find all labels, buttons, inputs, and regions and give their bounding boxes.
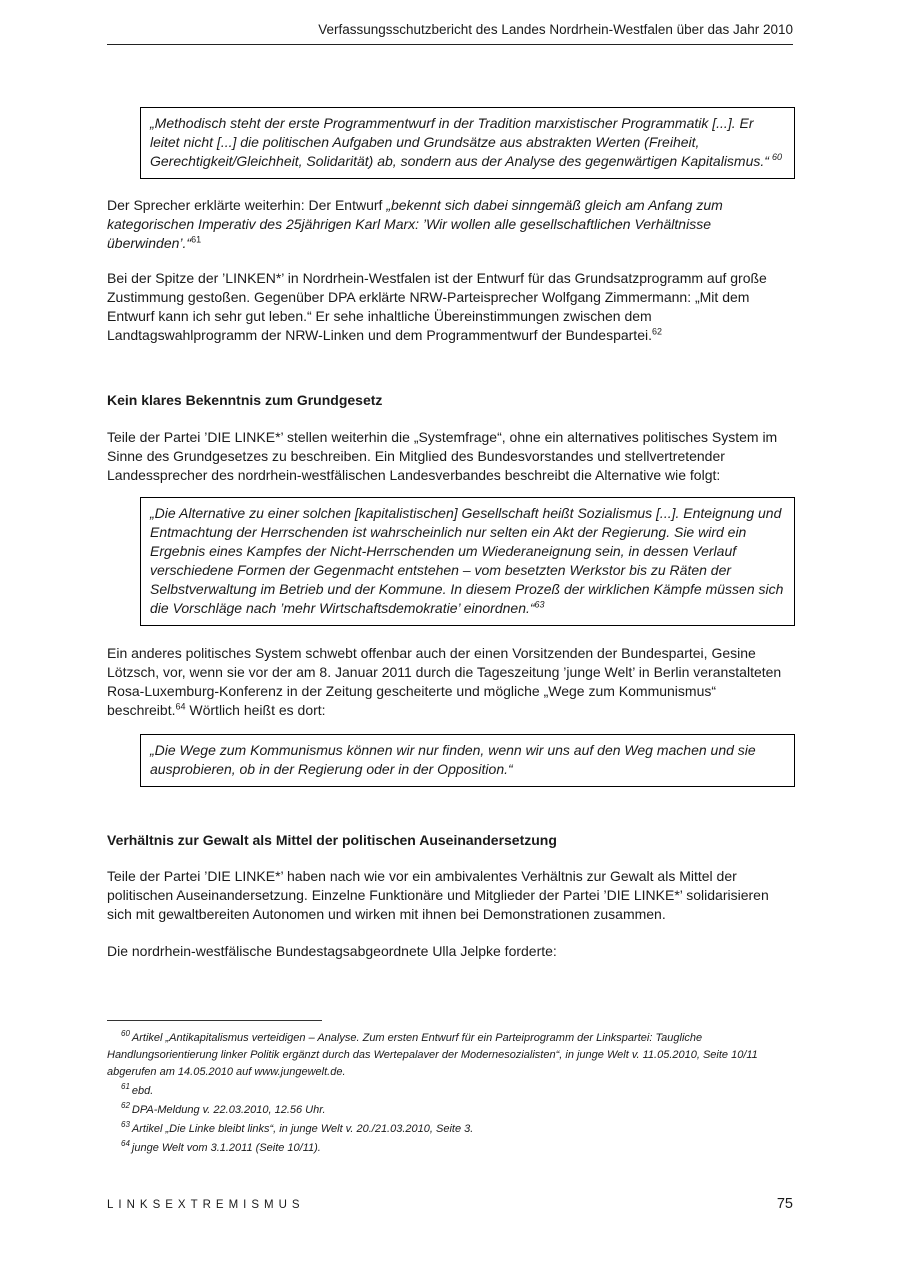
paragraph-1-text: Der Sprecher erklärte weiterhin: Der Entwurf (107, 197, 387, 213)
paragraph-1 (107, 196, 795, 253)
paragraph-4 (107, 644, 795, 720)
footnote-60 (107, 1030, 797, 1081)
paragraph-5 (107, 867, 795, 924)
footnote-61-number: 61 (121, 1082, 130, 1092)
chapter-label: LINKSEXTREMISMUS (107, 1199, 305, 1211)
quote-text-1: „Methodisch steht der erste Programmentwurf in der Tradition marxistischer Programmatik [...]. Er leitet nicht [...] die politischen Aufgaben und Grundsätze aus abstrakten Werten (Freiheit, Gerechtigkeit/Gleichheit, Solidarität) ab, sondern aus der Analyse des gegenwärtigen Kapitalismus.“ (150, 115, 769, 169)
paragraph-2 (107, 269, 795, 345)
footnote-ref-63: 63 (534, 599, 545, 610)
section-heading-grundgesetz: Kein klares Bekenntnis zum Grundgesetz (107, 392, 383, 408)
header-rule (107, 44, 793, 45)
running-title: Verfassungsschutzbericht des Landes Nordrhein-Westfalen über das Jahr 2010 (318, 22, 793, 37)
paragraph-3 (107, 428, 795, 485)
footnote-60-text: Artikel „Antikapitalismus verteidigen – Analyse. Zum ersten Entwurf für ein Parteiprogramm der Linkspartei: Taugliche Handlungsorientierung linker Politik ergänzt durch das Wertepalaver der Modernesozialisten“, in junge Welt v. 11.05.2010, Seite 10/11 abgerufen am 14.05.2010 auf www.jungewelt.de. (107, 1032, 758, 1078)
section-heading-gewalt: Verhältnis zur Gewalt als Mittel der politischen Auseinandersetzung (107, 832, 557, 848)
footnote-ref-62: 62 (651, 326, 662, 337)
quote-box-1 (140, 107, 795, 179)
paragraph-2-text: Bei der Spitze der ’LINKEN*’ in Nordrhein-Westfalen ist der Entwurf für das Grundsatzprogramm auf große Zustimmung gestoßen. Gegenüber DPA erklärte NRW-Parteisprecher Wolfgang Zimmermann: „Mit dem Entwurf kann ich sehr gut leben.“ Er sehe inhaltliche Übereinstimmungen zwischen dem Landtagswahlprogramm der NRW-Linken und dem Programmentwurf der Bundespartei. (107, 270, 767, 343)
footnote-63 (107, 1121, 797, 1138)
paragraph-3-text: Teile der Partei ’DIE LINKE*’ stellen weiterhin die „Systemfrage“, ohne ein alternatives politisches System im Sinne des Grundgesetzes zu beschreiben. Ein Mitglied des Bundesvorstandes und stellvertretender Landessprecher des nordrhein-westfälischen Landesverbandes beschreibt die Alternative wie folgt: (107, 429, 778, 483)
footnote-61-text: ebd. (131, 1085, 154, 1097)
quote-text-2: „Die Alternative zu einer solchen [kapitalistischen] Gesellschaft heißt Sozialismus [...]. Enteignung und Entmachtung der Herrschenden ist wahrscheinlich nur selten ein Akt der Regierung. Sie wird ein Ergebnis eines Kampfes der Nicht-Herrschenden um Wiederaneignung sein, in dessen Verlauf verschiedene Formen der Gegenmacht entstehen – vom besetzten Werkstor bis zu Räten der Selbstverwaltung im Betrieb und der Kommune. In diesem Prozeß der wirklichen Kämpfe müssen sich die Vorschläge nach ’mehr Wirtschaftsdemokratie’ einordnen.“ (150, 505, 784, 616)
paragraph-6-text: Die nordrhein-westfälische Bundestagsabgeordnete Ulla Jelpke forderte: (107, 943, 557, 959)
footnote-separator (107, 1020, 322, 1021)
footnote-ref-60: 60 (771, 152, 782, 163)
footnote-62-text: DPA-Meldung v. 22.03.2010, 12.56 Uhr. (131, 1104, 326, 1116)
paragraph-4-tail: Wörtlich heißt es dort: (185, 702, 326, 718)
paragraph-4-text: Ein anderes politisches System schwebt offenbar auch der einen Vorsitzenden der Bundespartei, Gesine Lötzsch, vor, wenn sie vor der am 8. Januar 2011 durch die Tageszeitung ’junge Welt’ in Berlin veranstalteten Rosa-Luxemburg-Konferenz in der Zeitung gescheiterte und mögliche „Wege zum Kommunismus“ beschreibt. (107, 645, 782, 718)
footnote-64 (107, 1140, 797, 1157)
footnote-64-number: 64 (121, 1139, 130, 1149)
footnote-63-text: Artikel „Die Linke bleibt links“, in junge Welt v. 20./21.03.2010, Seite 3. (131, 1123, 474, 1135)
footnote-62 (107, 1102, 797, 1119)
quote-box-2 (140, 497, 795, 626)
footnote-ref-61: 61 (191, 234, 202, 245)
footnote-ref-64: 64 (175, 701, 186, 712)
quote-box-3 (140, 734, 795, 787)
footnote-60-number: 60 (121, 1029, 130, 1039)
main-content (107, 107, 795, 977)
footnote-64-text: junge Welt vom 3.1.2011 (Seite 10/11). (131, 1142, 321, 1154)
page-number: 75 (776, 1196, 793, 1212)
page-header (107, 22, 793, 37)
footnote-63-number: 63 (121, 1120, 130, 1130)
paragraph-6 (107, 942, 795, 961)
page-footer (107, 1196, 793, 1212)
paragraph-5-text: Teile der Partei ’DIE LINKE*’ haben nach wie vor ein ambivalentes Verhältnis zur Gewalt als Mittel der politischen Auseinandersetzung. Einzelne Funktionäre und Mitglieder der Partei ’DIE LINKE*’ solidarisieren sich mit gewaltbereiten Autonomen und wirken mit ihnen bei Demonstrationen zusammen. (107, 868, 769, 922)
footnote-62-number: 62 (121, 1101, 130, 1111)
quote-text-3: „Die Wege zum Kommunismus können wir nur finden, wenn wir uns auf den Weg machen und sie ausprobieren, ob in der Regierung oder in der Opposition.“ (150, 742, 756, 777)
paragraph-1-inline-quote: „bekennt sich dabei sinngemäß gleich am Anfang zum kategorischen Imperativ des 25jährigen Karl Marx: ’Wir wollen alle gesellschaftlichen Verhältnisse überwinden’.“ (107, 197, 723, 251)
footnotes-block (107, 1020, 797, 1159)
footnote-61 (107, 1083, 797, 1100)
